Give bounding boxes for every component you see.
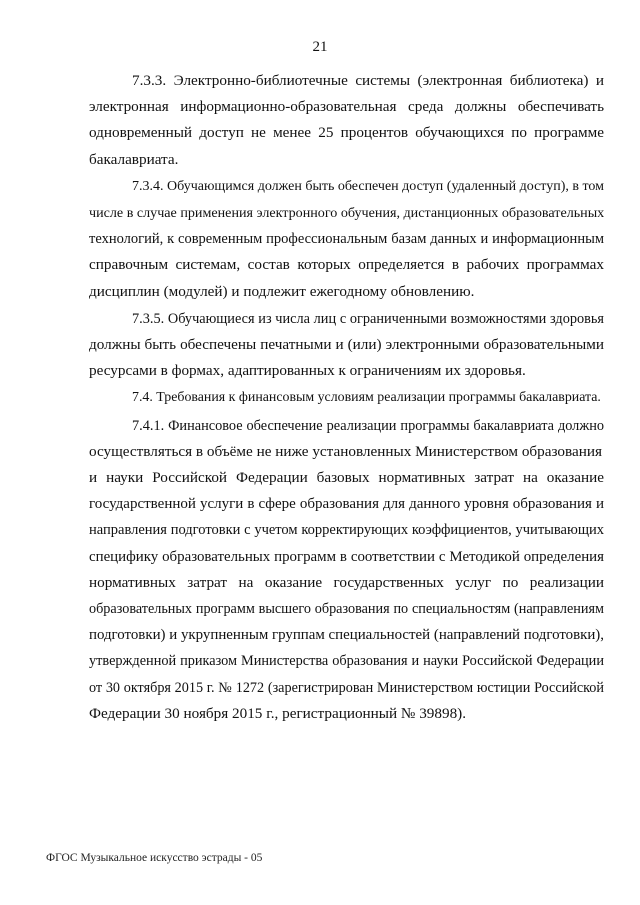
paragraph-7-3-5: [46, 306, 604, 385]
text-line: 7.4. Требования к финансовым условиям реализации программы бакалавриата.: [132, 390, 601, 406]
text-line: осуществляться в объёме не ниже установленных Министерством образования: [89, 442, 602, 460]
paragraph-7-3-4: [46, 174, 604, 305]
text-line: специфику образовательных программ в соответствии с Методикой определения: [89, 548, 604, 565]
text-line: должны быть обеспечены печатными и (или) электронными образовательными: [89, 336, 604, 354]
text-line: образовательных программ высшего образования по специальностям (направлениям: [89, 601, 604, 618]
text-line: одновременный доступ не менее 25 процентов обучающихся по программе: [89, 124, 604, 142]
text-line: электронная информационно-образовательная среда должны обеспечивать: [89, 98, 604, 116]
text-line: Федерации 30 ноября 2015 г., регистрационный № 39898).: [89, 704, 467, 722]
text-line: бакалавриата.: [89, 150, 179, 168]
document-footer: ФГОС Музыкальное искусство эстрады - 05: [46, 852, 263, 864]
text-line: числе в случае применения электронного обучения, дистанционных образовательных: [89, 205, 605, 222]
text-line: 7.3.3. Электронно-библиотечные системы (электронная библиотека) и: [132, 72, 604, 89]
text-line: направления подготовки с учетом корректирующих коэффициентов, учитывающих: [89, 522, 604, 539]
paragraph-7-3-3: [46, 68, 604, 173]
text-line: подготовки) и укрупненным группам специальностей (направлений подготовки),: [89, 627, 604, 644]
page-number: 21: [312, 39, 328, 55]
document-body: [46, 68, 604, 728]
paragraph-7-4-1: [46, 413, 604, 727]
text-line: технологий, к современным профессиональным базам данных и информационным: [89, 231, 604, 248]
text-line: утвержденной приказом Министерства образования и науки Российской Федерации: [89, 653, 604, 670]
text-line: государственной услуги в сфере образования для данного уровня образования и: [89, 496, 604, 513]
text-line: дисциплин (модулей) и подлежит ежегодному обновлению.: [89, 282, 475, 300]
paragraph-7-4: [46, 385, 604, 411]
text-line: и науки Российской Федерации базовых нормативных затрат на оказание: [89, 469, 604, 487]
text-line: 7.3.5. Обучающиеся из числа лиц с ограниченными возможностями здоровья: [132, 310, 604, 327]
text-line: справочным системам, состав которых определяется в рабочих программах: [89, 256, 604, 274]
text-line: ресурсами в формах, адаптированных к ограничениям их здоровья.: [89, 362, 526, 380]
text-line: нормативных затрат на оказание государственных услуг по реализации: [89, 573, 604, 591]
text-line: от 30 октября 2015 г. № 1272 (зарегистрирован Министерством юстиции Российской: [89, 679, 604, 696]
text-line: 7.3.4. Обучающимся должен быть обеспечен доступ (удаленный доступ), в том: [132, 178, 605, 194]
text-line: 7.4.1. Финансовое обеспечение реализации программы бакалавриата должно: [132, 417, 604, 434]
